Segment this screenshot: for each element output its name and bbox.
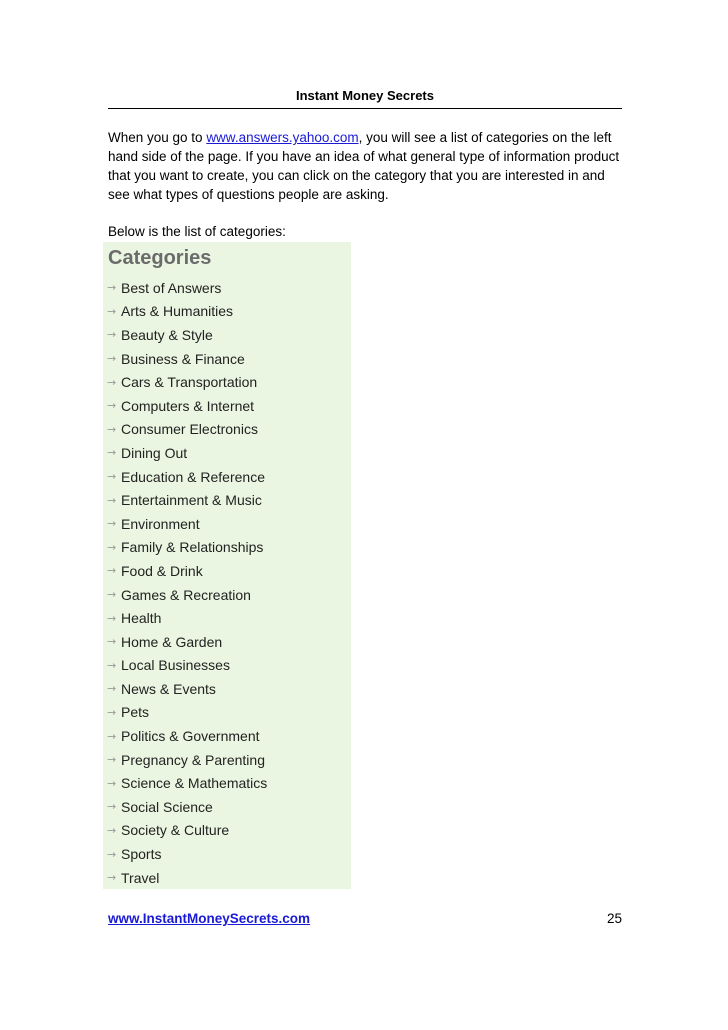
arrow-right-icon: → [107,446,117,460]
arrow-right-icon: → [107,328,117,342]
arrow-right-icon: → [107,493,117,507]
arrow-right-icon: → [107,658,117,672]
category-label: Home & Garden [121,633,223,650]
category-label: Beauty & Style [121,326,213,343]
arrow-right-icon: → [107,352,117,366]
category-item[interactable] [107,559,267,583]
category-item[interactable] [107,819,267,843]
answers-yahoo-link[interactable]: www.answers.yahoo.com [206,130,359,145]
category-label: Environment [121,515,200,532]
category-item[interactable] [107,748,267,772]
category-label: Entertainment & Music [121,492,262,509]
category-item[interactable] [107,276,267,300]
category-label: Society & Culture [121,822,230,839]
arrow-right-icon: → [107,564,117,578]
intro-paragraph [108,128,624,204]
category-label: Family & Relationships [121,539,264,556]
categories-panel [103,242,351,889]
category-label: Travel [121,869,160,886]
category-label: Arts & Humanities [121,303,234,320]
footer-website-link[interactable]: www.InstantMoneySecrets.com [108,911,311,926]
category-item[interactable] [107,842,267,866]
category-item[interactable] [107,677,267,701]
category-item[interactable] [107,701,267,725]
arrow-right-icon: → [107,823,117,837]
category-item[interactable] [107,488,267,512]
category-item[interactable] [107,654,267,678]
category-label: Social Science [121,798,213,815]
category-label: Education & Reference [121,468,265,485]
category-item[interactable] [107,583,267,607]
category-item[interactable] [107,394,267,418]
header-divider [108,108,622,109]
category-label: Consumer Electronics [121,421,258,438]
category-item[interactable] [107,771,267,795]
category-item[interactable] [107,300,267,324]
category-label: Dining Out [121,444,188,461]
category-label: Business & Finance [121,350,245,367]
category-label: Science & Mathematics [121,775,268,792]
category-label: Pets [121,704,150,721]
category-item[interactable] [107,724,267,748]
arrow-right-icon: → [107,375,117,389]
arrow-right-icon: → [107,705,117,719]
category-item[interactable] [107,418,267,442]
arrow-right-icon: → [107,517,117,531]
arrow-right-icon: → [107,800,117,814]
category-item[interactable] [107,866,267,890]
arrow-right-icon: → [107,729,117,743]
categories-list [107,276,267,889]
arrow-right-icon: → [107,281,117,295]
category-label: Politics & Government [121,728,260,745]
category-item[interactable] [107,370,267,394]
category-label: Best of Answers [121,279,222,296]
category-item[interactable] [107,606,267,630]
category-label: News & Events [121,680,216,697]
category-item[interactable] [107,630,267,654]
categories-heading: Categories [108,247,212,269]
category-item[interactable] [107,795,267,819]
category-label: Health [121,610,162,627]
category-item[interactable] [107,323,267,347]
arrow-right-icon: → [107,422,117,436]
category-label: Sports [121,846,162,863]
arrow-right-icon: → [107,847,117,861]
category-label: Cars & Transportation [121,374,258,391]
arrow-right-icon: → [107,470,117,484]
arrow-right-icon: → [107,611,117,625]
arrow-right-icon: → [107,588,117,602]
category-item[interactable] [107,347,267,371]
category-label: Computers & Internet [121,397,255,414]
arrow-right-icon: → [107,871,117,885]
arrow-right-icon: → [107,635,117,649]
arrow-right-icon: → [107,399,117,413]
category-label: Food & Drink [121,562,203,579]
categories-lead-text: Below is the list of categories: [108,224,286,239]
arrow-right-icon: → [107,540,117,554]
intro-text-before: When you go to [108,130,207,145]
category-label: Games & Recreation [121,586,251,603]
arrow-right-icon: → [107,304,117,318]
page-number: 25 [606,911,622,926]
category-item[interactable] [107,441,267,465]
category-item[interactable] [107,465,267,489]
page-header-title: Instant Money Secrets [296,88,434,103]
arrow-right-icon: → [107,682,117,696]
arrow-right-icon: → [107,753,117,767]
category-label: Pregnancy & Parenting [121,751,265,768]
arrow-right-icon: → [107,776,117,790]
category-label: Local Businesses [121,657,230,674]
intro-text-after: , you will see a list of categories on the left hand side of the page. If you have an idea of what general type of information product that you want to create, you can click on the category that you are interested in and see what types of questions people are asking. [108,130,620,202]
category-item[interactable] [107,536,267,560]
category-item[interactable] [107,512,267,536]
